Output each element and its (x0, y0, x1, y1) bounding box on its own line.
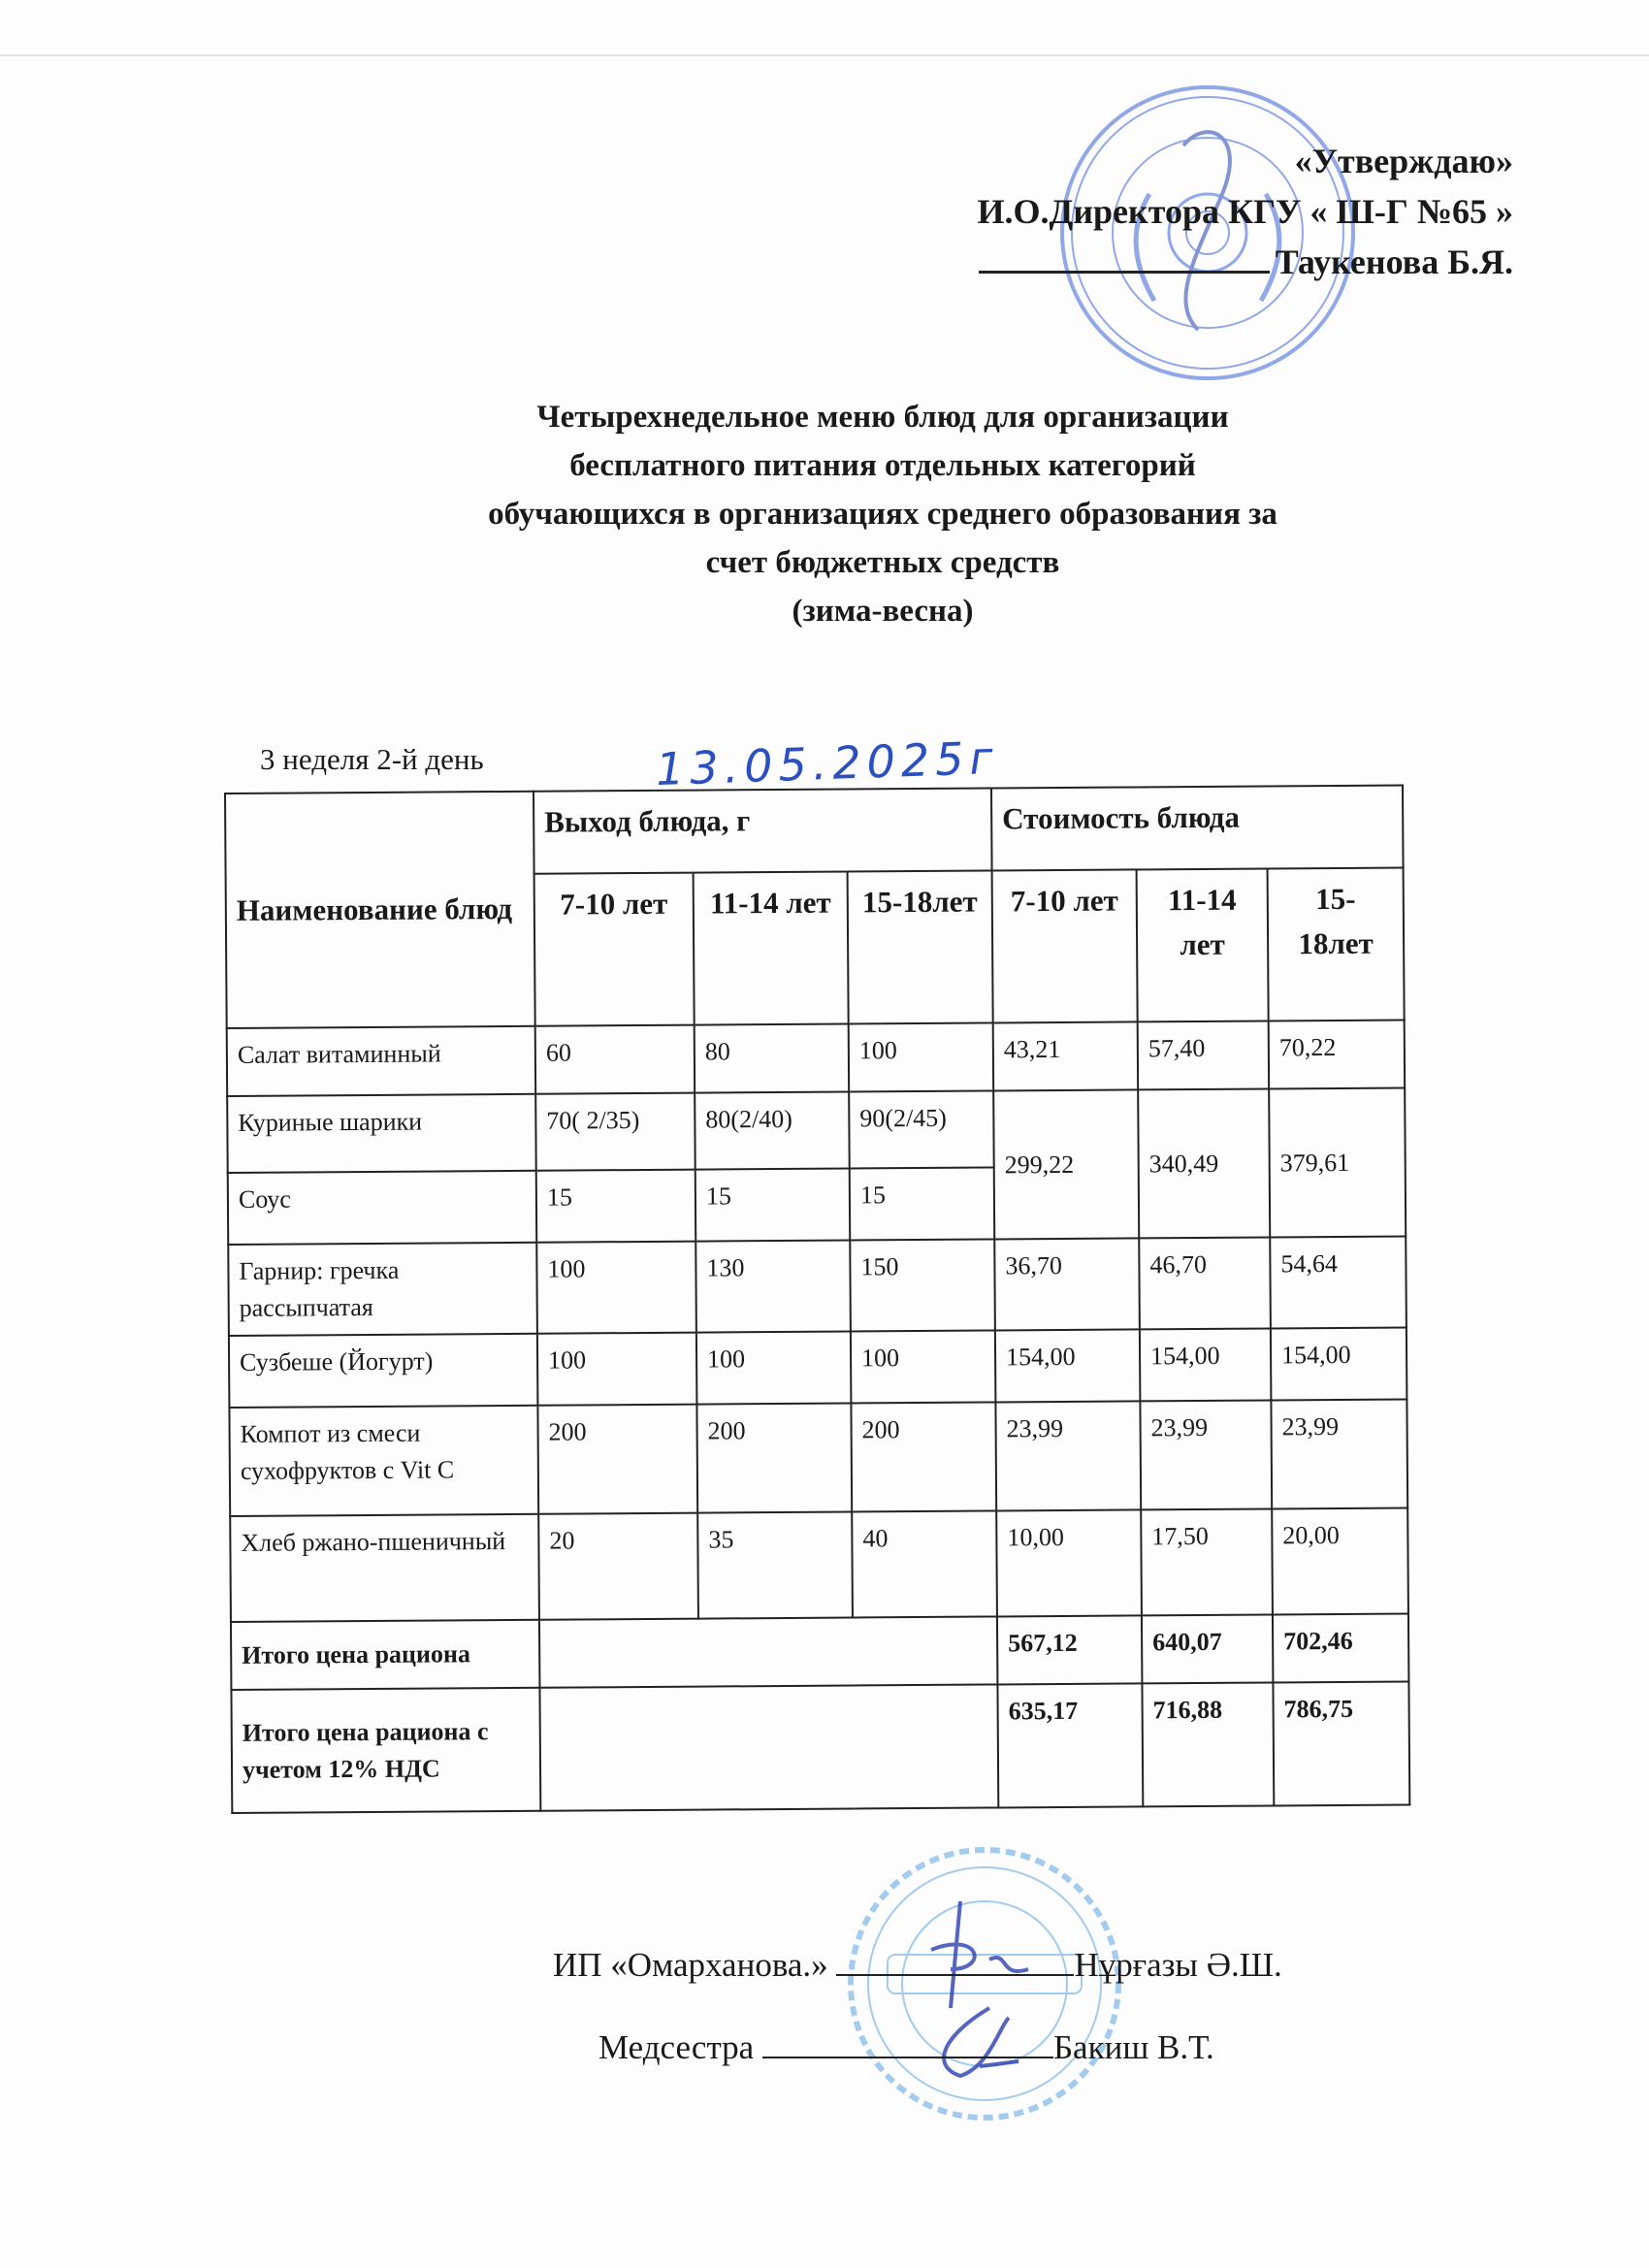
dish-name: Компот из смеси сухофруктов с Vit C (229, 1406, 538, 1516)
total-vat-label: Итого цена рациона с учетом 12% НДС (231, 1688, 540, 1813)
table-row (227, 1021, 1405, 1096)
day-label: 3 неделя 2-й день (260, 742, 484, 776)
yield-cell: 40 (852, 1510, 997, 1617)
yield-cell: 100 (849, 1022, 993, 1091)
cost-cell: 340,49 (1138, 1088, 1270, 1238)
approval-heading: «Утверждаю» (1294, 142, 1513, 180)
yield-cell: 90(2/45) (849, 1090, 994, 1168)
cost-cell: 299,22 (993, 1089, 1139, 1239)
handwritten-date: 13.05.2025г (655, 730, 1000, 796)
signature-line (762, 2027, 1053, 2058)
cost-cell: 57,40 (1138, 1021, 1269, 1089)
total-cost: 640,07 (1142, 1614, 1273, 1683)
nurse-label: Медсестра (598, 2028, 755, 2066)
yield-cell: 130 (695, 1241, 851, 1333)
document-title (320, 393, 1445, 635)
header-yield: Выход блюда, г (534, 788, 992, 873)
yield-cell: 80(2/40) (695, 1092, 850, 1170)
approver-name: Таукенова Б.Я. (1275, 243, 1513, 281)
cost-cell: 23,99 (995, 1401, 1141, 1510)
yield-cell: 80 (695, 1024, 849, 1093)
yield-cell: 100 (696, 1332, 852, 1405)
cost-cell: 17,50 (1141, 1508, 1273, 1615)
total-vat-cost: 635,17 (997, 1683, 1143, 1807)
table-row (230, 1507, 1408, 1621)
yield-cell: 200 (537, 1405, 697, 1514)
title-line: обучающихся в организациях среднего образования за (488, 497, 1277, 532)
approver-position: И.О.Директора КГУ « Ш-Г №65 » (977, 192, 1513, 231)
table-row (229, 1328, 1406, 1408)
supplier-label: ИП «Омарханова.» (553, 1946, 828, 1984)
dish-name: Куриные шарики (227, 1094, 536, 1173)
dish-name: Соус (228, 1171, 537, 1245)
table-row (228, 1237, 1406, 1336)
cost-cell: 379,61 (1269, 1088, 1406, 1238)
cost-cell: 70,22 (1269, 1021, 1405, 1089)
header-age: 11-14 лет (1137, 868, 1269, 1021)
cost-cell: 43,21 (993, 1021, 1138, 1090)
header-age: 11-14 лет (694, 872, 849, 1025)
total-vat-cost: 786,75 (1273, 1681, 1409, 1805)
header-cost: Стоимость блюда (991, 786, 1404, 871)
menu-table (224, 785, 1410, 1814)
table-row (227, 1088, 1406, 1173)
cost-cell: 23,99 (1271, 1400, 1407, 1509)
total-label: Итого цена рациона (231, 1620, 539, 1690)
signature-line (836, 1945, 1074, 1976)
cost-cell: 20,00 (1272, 1507, 1408, 1614)
yield-cell: 15 (695, 1169, 851, 1242)
cost-cell: 54,64 (1270, 1237, 1406, 1329)
yield-cell: 100 (537, 1333, 697, 1406)
nurse-name: Бакиш В.Т. (1052, 2028, 1214, 2066)
yield-cell: 100 (851, 1330, 996, 1403)
title-line: (зима-весна) (792, 594, 974, 629)
yield-cell: 200 (696, 1404, 852, 1513)
yield-cell: 15 (536, 1170, 696, 1243)
total-row (231, 1613, 1408, 1689)
cost-cell: 154,00 (1140, 1328, 1272, 1401)
empty-cell (539, 1684, 998, 1810)
approval-block (977, 136, 1513, 287)
yield-cell: 15 (850, 1167, 995, 1240)
total-vat-row (231, 1681, 1409, 1812)
header-name: Наименование блюд (225, 792, 535, 1028)
total-cost: 567,12 (997, 1615, 1142, 1684)
header-age: 15-18лет (1268, 868, 1405, 1021)
cost-cell: 154,00 (1271, 1328, 1407, 1401)
header-age: 7-10 лет (992, 869, 1138, 1022)
yield-cell: 150 (850, 1239, 995, 1331)
signature-line (979, 242, 1270, 274)
supplier-signature (553, 1945, 1282, 1985)
yield-cell: 100 (536, 1242, 696, 1334)
yield-cell: 60 (535, 1025, 695, 1094)
total-vat-cost: 716,88 (1142, 1682, 1274, 1806)
dish-name: Хлеб ржано-пшеничный (230, 1514, 539, 1622)
yield-cell: 70( 2/35) (535, 1093, 695, 1171)
title-line: бесплатного питания отдельных категорий (569, 448, 1196, 483)
scan-edge (0, 54, 1649, 56)
title-line: счет бюджетных средств (705, 545, 1060, 580)
yield-cell: 200 (851, 1402, 996, 1511)
cost-cell: 10,00 (996, 1509, 1142, 1616)
yield-cell: 20 (538, 1513, 698, 1620)
header-age: 15-18лет (848, 870, 993, 1023)
cost-cell: 36,70 (994, 1238, 1140, 1330)
empty-cell (539, 1616, 997, 1687)
total-cost: 702,46 (1273, 1613, 1408, 1682)
table-row (229, 1400, 1407, 1516)
yield-cell: 35 (697, 1511, 853, 1618)
dish-name: Салат витаминный (227, 1026, 535, 1096)
dish-name: Сузбеше (Йогурт) (229, 1334, 538, 1408)
cost-cell: 46,70 (1139, 1237, 1271, 1329)
header-age: 7-10 лет (534, 873, 695, 1026)
dish-name: Гарнир: гречка рассыпчатая (228, 1243, 537, 1336)
title-line: Четырехнедельное меню блюд для организации (536, 400, 1229, 435)
supplier-name: Нұрғазы Ә.Ш. (1074, 1946, 1282, 1984)
nurse-signature (598, 2027, 1214, 2067)
cost-cell: 23,99 (1140, 1400, 1272, 1509)
cost-cell: 154,00 (995, 1329, 1141, 1402)
